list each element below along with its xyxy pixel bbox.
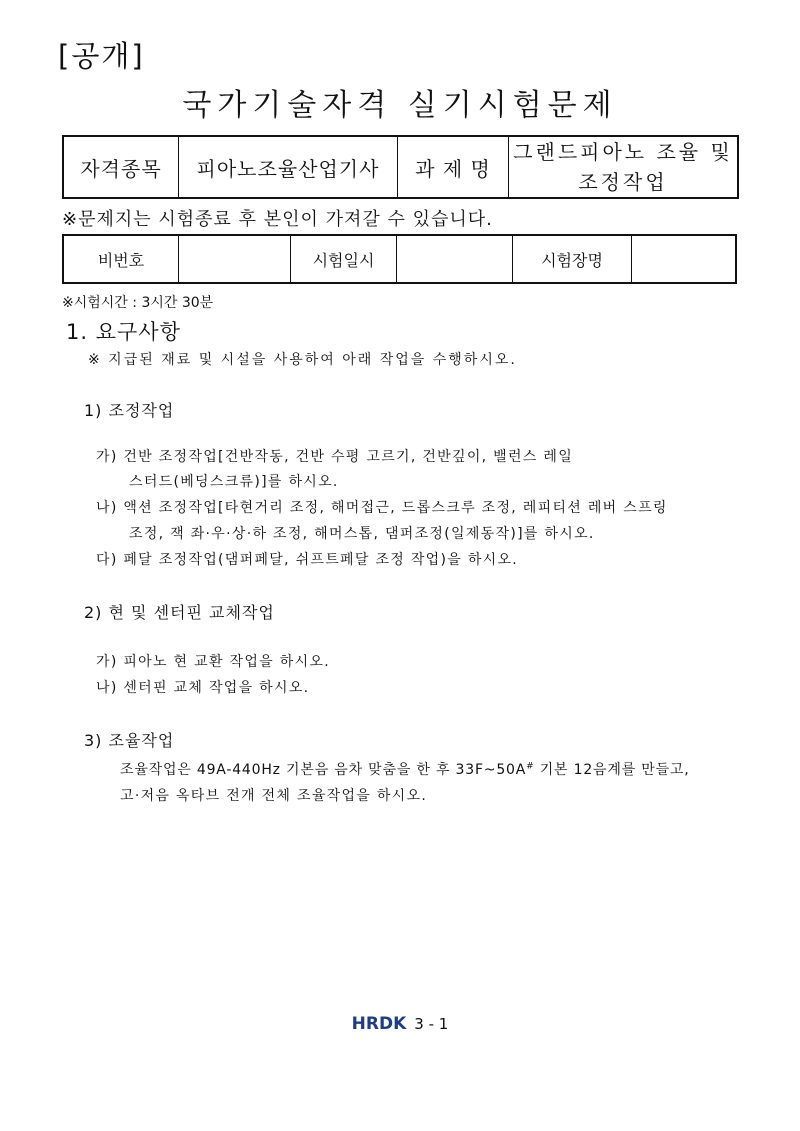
list-item-continuation: 조정, 잭 좌·우·상·하 조정, 해머스톱, 댐퍼조정(일제동작)]를 하시오. — [129, 526, 595, 542]
id-value — [179, 235, 291, 283]
list-item: 나) 액션 조정작업[타현거리 조정, 해머접근, 드롭스크루 조정, 레피티션 레버 스프링 — [96, 500, 668, 516]
task-value-line1: 그랜드피아노 조율 및 — [513, 140, 733, 164]
paragraph-part: 기본 12음계를 만들고, — [534, 762, 690, 778]
notice-text: ※문제지는 시험종료 후 본인이 가져갈 수 있습니다. — [62, 209, 493, 230]
page-footer — [0, 1014, 800, 1034]
public-label: [공개] — [58, 39, 145, 73]
section-title: 1. 요구사항 — [66, 320, 181, 344]
date-label: 시험일시 — [291, 235, 397, 283]
date-value — [397, 235, 513, 283]
section-intro: ※ 지급된 재료 및 시설을 사용하여 아래 작업을 수행하시오. — [88, 352, 517, 368]
qualification-label: 자격종목 — [63, 136, 179, 198]
place-label: 시험장명 — [513, 235, 632, 283]
exam-time-note: ※시험시간 : 3시간 30분 — [62, 295, 214, 311]
info-table — [62, 135, 739, 199]
id-label: 비번호 — [63, 235, 179, 283]
subsection-title: 1) 조정작업 — [84, 401, 175, 420]
task-label: 과 제 명 — [398, 136, 509, 198]
place-value — [632, 235, 737, 283]
task-value-line2: 조정작업 — [578, 170, 668, 194]
sharp-sign: # — [526, 761, 535, 772]
paragraph-part: 조율작업은 49A-440Hz 기본음 음차 맞춤을 한 후 33F~50A — [120, 762, 527, 778]
paragraph-line — [120, 759, 690, 779]
paragraph-line: 고·저음 옥타브 전개 전체 조율작업을 하시오. — [120, 788, 428, 804]
exam-info-table — [62, 234, 737, 284]
hrdk-logo: HRDK — [351, 1014, 407, 1034]
page-number: 3 - 1 — [414, 1015, 449, 1033]
list-item: 가) 건반 조정작업[건반작동, 건반 수평 고르기, 건반깊이, 밸런스 레일 — [96, 449, 574, 465]
page-title: 국가기술자격 실기시험문제 — [182, 88, 618, 123]
qualification-value: 피아노조율산업기사 — [179, 136, 398, 198]
list-item-continuation: 스터드(베딩스크류)]를 하시오. — [129, 474, 339, 490]
list-item: 다) 페달 조정작업(댐퍼페달, 쉬프트페달 조정 작업)을 하시오. — [96, 552, 519, 568]
list-item: 가) 피아노 현 교환 작업을 하시오. — [96, 654, 330, 670]
task-value — [509, 136, 739, 198]
list-item: 나) 센터핀 교체 작업을 하시오. — [96, 680, 310, 696]
subsection-title: 3) 조율작업 — [84, 731, 175, 750]
subsection-title: 2) 현 및 센터핀 교체작업 — [84, 603, 275, 622]
